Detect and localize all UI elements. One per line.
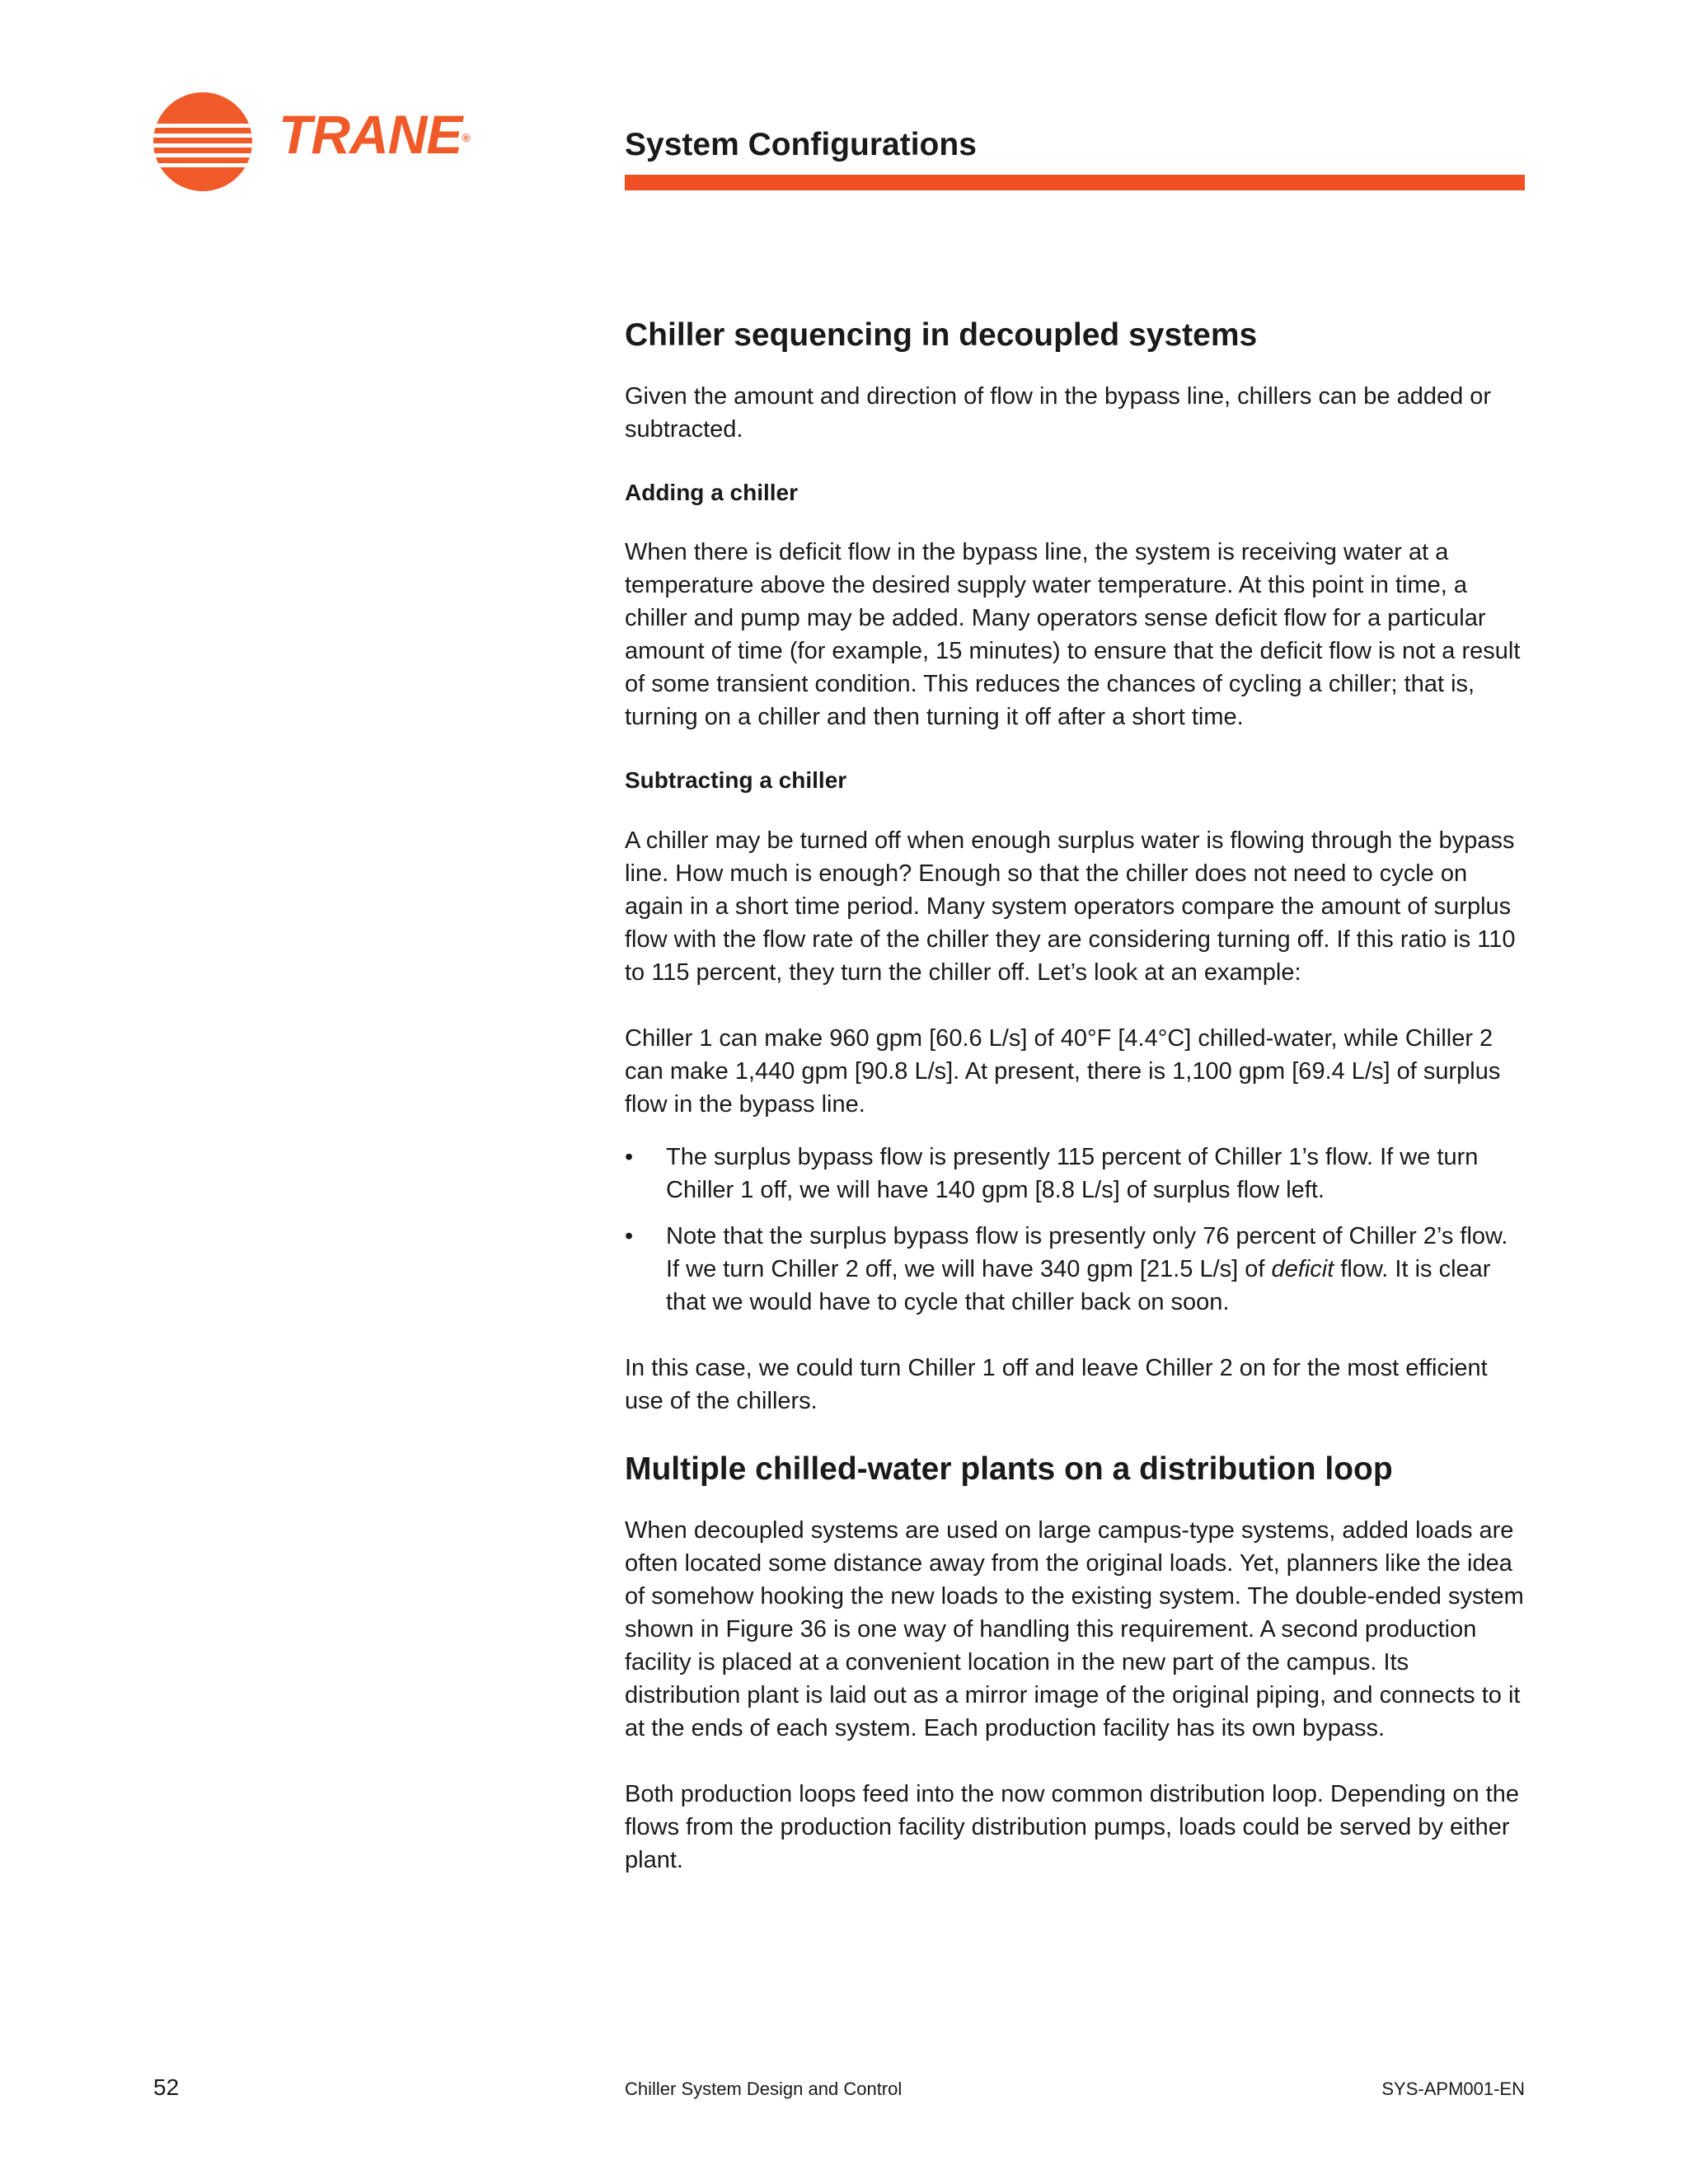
subtracting-chiller-paragraph: A chiller may be turned off when enough surplus water is flowing through the bypass line. How much is enough? Enough so that the chiller does not need to cycle on again in a short time period. Many system operators compare the amount of surplus flow with the flow rate of the chiller they are considering turning off. If this ratio is 110 to 115 percent, they turn the chiller off. Let’s look at an example: <box>625 827 1516 986</box>
emphasis-deficit: deficit <box>1271 1255 1334 1282</box>
example-bullet-list <box>625 1141 1525 1319</box>
main-content <box>625 316 1525 1910</box>
trane-wordmark: TRANE® <box>279 104 470 165</box>
subheading-adding-chiller: Adding a chiller <box>625 479 799 505</box>
footer-document-title: Chiller System Design and Control <box>625 2079 903 2099</box>
example-paragraph: Chiller 1 can make 960 gpm [60.6 L/s] of 40°F [4.4°C] chilled-water, while Chiller 2 can make 1,440 gpm [90.8 L/s]. At present, there is 1,100 gpm [69.4 L/s] of surplus flow in the bypass line. <box>625 1024 1501 1118</box>
page-number: 52 <box>153 2074 180 2100</box>
trane-circle-icon <box>153 92 252 191</box>
intro-paragraph: Given the amount and direction of flow in the bypass line, chillers can be added or subtracted. <box>625 382 1492 443</box>
list-item: • Note that the surplus bypass flow is presently only 76 percent of Chiller 2’s flow. If we turn Chiller 2 off, we will have 340 gpm [21.5 L/s] of deficit flow. It is clear that we would have to cycle that chiller back on soon. <box>625 1220 1525 1319</box>
list-item: • The surplus bypass flow is presently 115 percent of Chiller 1’s flow. If we turn Chiller 1 off, we will have 140 gpm [8.8 L/s] of surplus flow left. <box>625 1141 1525 1207</box>
bullet-icon: • <box>625 1222 634 1249</box>
header-rule <box>625 175 1525 190</box>
conclusion-paragraph: In this case, we could turn Chiller 1 off and leave Chiller 2 on for the most efficient use of the chillers. <box>625 1354 1488 1414</box>
section-heading-chiller-sequencing: Chiller sequencing in decoupled systems <box>625 317 1258 353</box>
adding-chiller-paragraph: When there is deficit flow in the bypass line, the system is receiving water at a temperature above the desired supply water temperature. At this point in time, a chiller and pump may be added. Many operators sense deficit flow for a particular amount of time (for example, 15 minutes) to ensure that the deficit flow is not a result of some transient condition. This reduces the chances of cycling a chiller; that is, turning on a chiller and then turning it off after a short time. <box>625 539 1521 731</box>
subheading-subtracting-chiller: Subtracting a chiller <box>625 767 847 794</box>
page-header-title: System Configurations <box>625 127 977 162</box>
trane-logo <box>153 92 470 191</box>
bullet-icon: • <box>625 1143 634 1170</box>
section-heading-multiple-plants: Multiple chilled-water plants on a distribution loop <box>625 1451 1393 1487</box>
footer-document-code: SYS-APM001-EN <box>1381 2079 1525 2099</box>
multiple-plants-paragraph-1: When decoupled systems are used on large campus-type systems, added loads are often located some distance away from the original loads. Yet, planners like the idea of somehow hooking the new loads to the existing system. The double-ended system shown in Figure 36 is one way of handling this requirement. A second production facility is placed at a convenient location in the new part of the campus. Its distribution plant is laid out as a mirror image of the original piping, and connects to it at the ends of each system. Each production facility has its own bypass. <box>625 1516 1524 1741</box>
multiple-plants-paragraph-2: Both production loops feed into the now common distribution loop. Depending on the flows from the production facility distribution pumps, loads could be served by either plant. <box>625 1780 1519 1873</box>
